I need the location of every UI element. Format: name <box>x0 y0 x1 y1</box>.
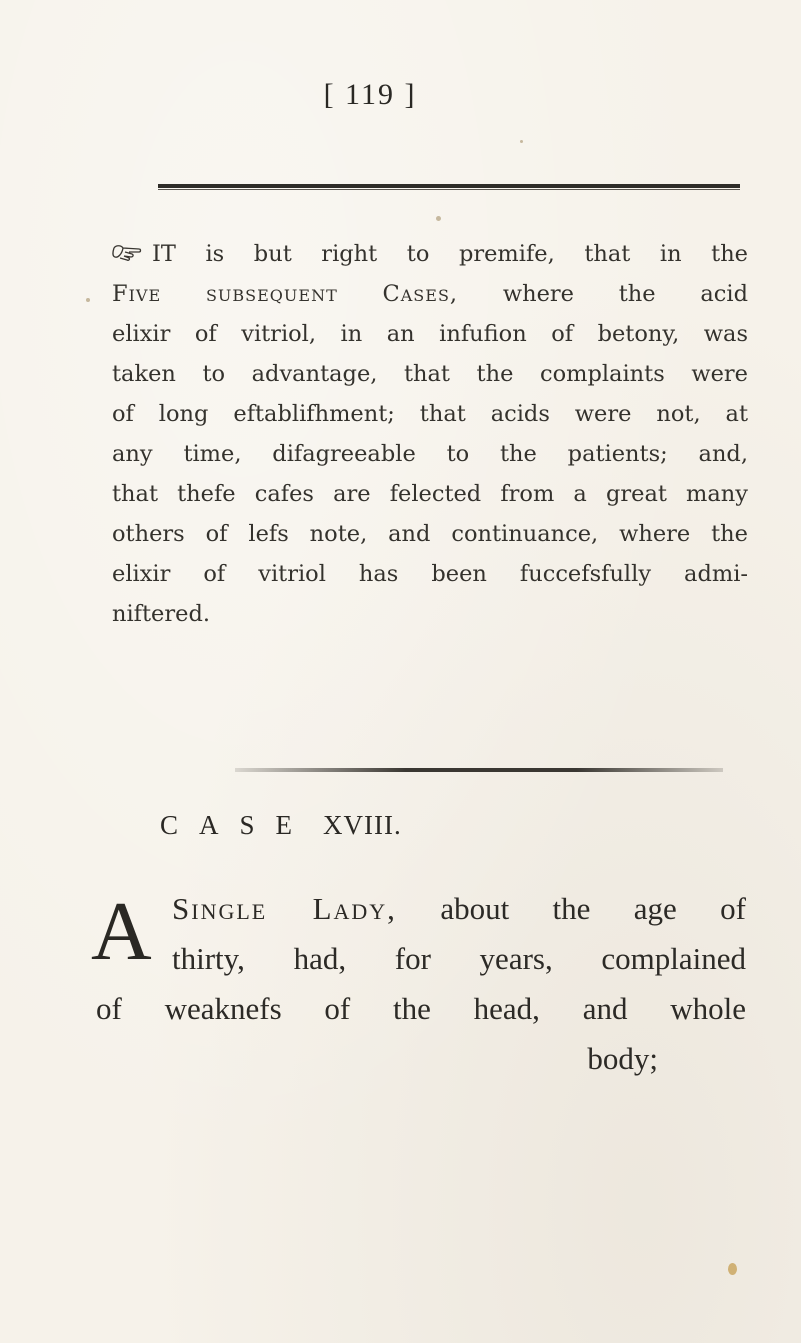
body-line-2: thirty, had, for years, complained <box>172 941 746 976</box>
intro-line-2-text: where the acid <box>502 281 748 307</box>
five-small-caps: Five <box>112 281 162 307</box>
case-number: XVIII. <box>323 810 402 840</box>
intro-paragraph <box>112 234 748 634</box>
catchword: body; <box>587 1041 658 1076</box>
intro-line-3: elixir of vitriol, in an infufion of betony, was <box>112 321 748 347</box>
intro-line-2 <box>112 274 748 314</box>
intro-line-7: that thefe cafes are felected from a great many <box>112 481 748 507</box>
case-label: CASE <box>160 810 314 840</box>
case-body-text <box>96 884 746 1084</box>
drop-cap: A <box>91 885 152 978</box>
intro-line-1-text: IT is but right to premife, that in the <box>152 241 748 267</box>
page-number: [ 119 ] <box>323 78 417 111</box>
paper-speck <box>436 216 441 221</box>
intro-line-1 <box>112 234 748 274</box>
body-line-3: of weaknefs of the head, and whole <box>96 991 746 1026</box>
intro-line-4: taken to advantage, that the complaints were <box>112 361 748 387</box>
single-lady-small-caps: Single Lady, <box>172 891 397 926</box>
intro-line-10: niftered. <box>112 601 210 627</box>
intro-line-9: elixir of vitriol has been fuccefsfully admi- <box>112 561 748 587</box>
pointing-hand-icon <box>112 235 142 253</box>
paper-speck <box>728 1263 737 1275</box>
subsequent-small-caps: subsequent <box>205 281 338 307</box>
intro-line-5: of long eftablifhment; that acids were not, at <box>112 401 748 427</box>
paper-speck <box>520 140 523 143</box>
case-heading <box>160 810 402 841</box>
intro-line-6: any time, difagreeable to the patients; and, <box>112 441 748 467</box>
cases-small-caps: Cases, <box>382 281 459 307</box>
paper-speck <box>86 298 90 302</box>
intro-line-8: others of lefs note, and continuance, where the <box>112 521 748 547</box>
section-divider-rule <box>235 768 723 772</box>
body-line-1-rest: about the age of <box>440 891 746 926</box>
body-line-1 <box>96 884 746 934</box>
header-double-rule <box>158 184 740 191</box>
